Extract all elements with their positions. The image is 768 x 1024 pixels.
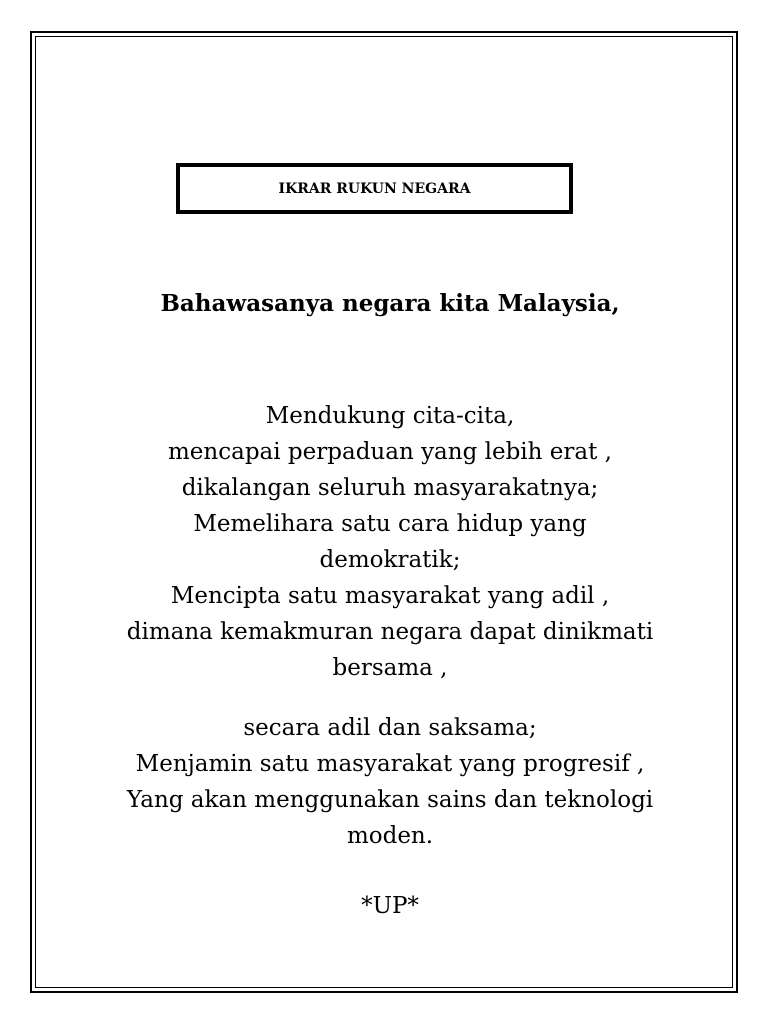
verse-line: Yang akan menggunakan sains dan teknologi (126, 787, 654, 813)
verse-line: demokratik; (319, 547, 461, 573)
verse-line: moden. (346, 823, 434, 849)
verse-line: Mencipta satu masyarakat yang adil , (170, 583, 610, 609)
verse-line: Menjamin satu masyarakat yang progresif , (135, 751, 645, 777)
verse-line: dikalangan seluruh masyarakatnya; (181, 475, 599, 501)
opening-heading: Bahawasanya negara kita Malaysia, (160, 290, 620, 317)
verse-block-2 (40, 710, 740, 854)
verse-line: bersama , (332, 655, 448, 681)
title-box (176, 163, 573, 214)
document-title: IKRAR RUKUN NEGARA (278, 180, 471, 197)
verse-block-1 (40, 398, 740, 686)
verse-line: dimana kemakmuran negara dapat dinikmati (126, 619, 654, 645)
signoff-text: *UP* (361, 893, 419, 919)
verse-line: Mendukung cita-cita, (265, 403, 515, 429)
verse-line: secara adil dan saksama; (243, 715, 537, 741)
verse-line: Memelihara satu cara hidup yang (193, 511, 587, 537)
verse-line: mencapai perpaduan yang lebih erat , (168, 439, 612, 465)
